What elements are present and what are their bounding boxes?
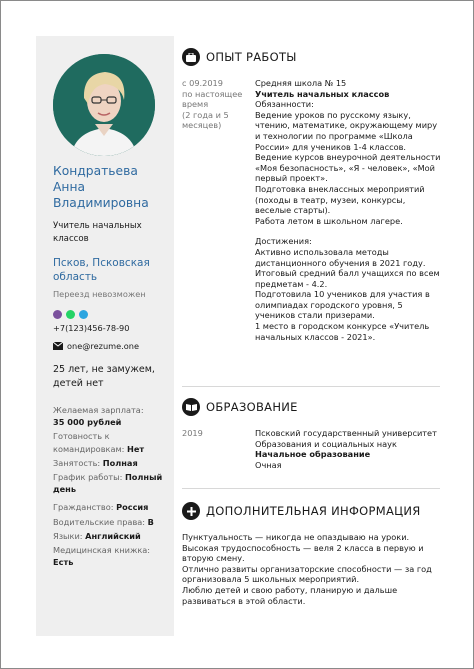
education-body [255,428,441,470]
profile-photo [53,54,155,156]
education-heading: ОБРАЗОВАНИЕ [182,398,298,416]
duty-item: Работа летом в школьном лагере. [255,215,403,226]
city: Псков, Псковская область [53,257,150,283]
additional-line: Пунктуальность — никогда не опаздываю на уроки. [182,532,410,542]
envelope-icon [53,342,63,350]
achievement-item: Активно использовала методы дистанционного обучения в 2021 году. [255,246,426,268]
duties-label: Обязанности: [255,99,314,110]
detail-languages: Языки: Английский [53,530,141,541]
viber-icon [53,310,62,319]
whatsapp-icon [66,310,75,319]
detail-driving-license: Водительские права: В [53,516,154,527]
divider [182,386,440,387]
additional-line: Отлично развиты организаторские способности — за год организовала 5 школьных мероприятий. [182,563,432,585]
messenger-icons [53,310,88,319]
additional-line: Люблю детей и свою работу, планирую и дальше развиваться в этой области. [182,584,398,606]
additional-line: Высокая трудоспособность — веля 2 класса в первую и вторую смену. [182,542,424,564]
education-year: 2019 [182,428,203,438]
book-icon [182,398,200,416]
detail-employment: Занятость: Полная [53,457,138,468]
additional-heading: ДОПОЛНИТЕЛЬНАЯ ИНФОРМАЦИЯ [182,502,421,520]
achievement-item: Итоговый средний балл учащихся по всем предметам - 4.2. [255,268,440,289]
university: Псковский государственный университет [255,428,437,438]
email-address[interactable]: one@rezume.one [67,341,139,351]
details-list [53,404,171,568]
achievements-label: Достижения: [255,236,312,247]
sidebar [36,36,174,636]
duty-item: Ведение курсов внеурочной деятельности «Моя безопасность», «Я - человек», «Мой первый проект». [255,152,441,184]
faculty: Образования и социальных наук [255,438,397,449]
specialty: Начальное образование [255,449,371,460]
experience-dates: с 09.2019 по настоящее время (2 года и 5 месяцев) [182,78,243,131]
briefcase-icon [182,48,200,66]
additional-body [182,532,440,606]
experience-heading: ОПЫТ РАБОТЫ [182,48,297,66]
detail-salary: Желаемая зарплата: 35 000 рублей [53,405,144,428]
experience-body [255,78,441,342]
position: Учитель начальных классов [53,221,142,244]
achievement-item: 1 место в городском конкурсе «Учитель начальных классов - 2021». [255,321,430,342]
divider [182,488,440,489]
plus-icon [182,502,200,520]
job-role: Учитель начальных классов [255,88,390,99]
family-status: 25 лет, не замужем, детей нет [53,364,155,389]
achievement-item: Подготовила 10 учеников для участия в олимпиадах городского уровня, 5 учеников стали призерами. [255,289,430,321]
full-name: Кондратьева Анна Владимировна [53,164,149,210]
company-name: Средняя школа № 15 [255,78,347,88]
detail-business-trips: Готовность к командировкам: Нет [53,431,145,454]
phone-number[interactable]: +7(123)456-78-90 [53,323,130,333]
detail-medical-book: Медицинская книжка: Есть [53,545,151,568]
study-form: Очная [255,459,282,470]
detail-citizenship: Гражданство: Россия [53,502,149,513]
detail-schedule: График работы: Полный день [53,472,163,495]
duty-item: Ведение уроков по русскому языку, чтению, математике, окружающему миру и технологии по программе «Школа России» для учеников 1-4 классов. [255,109,438,152]
duty-item: Подготовка внеклассных мероприятий (походы в театр, музеи, конкурсы, веселые старты). [255,183,425,216]
telegram-icon [79,310,88,319]
relocation: Переезд невозможен [53,289,146,299]
email-row [53,341,139,351]
phone-row [53,323,129,333]
